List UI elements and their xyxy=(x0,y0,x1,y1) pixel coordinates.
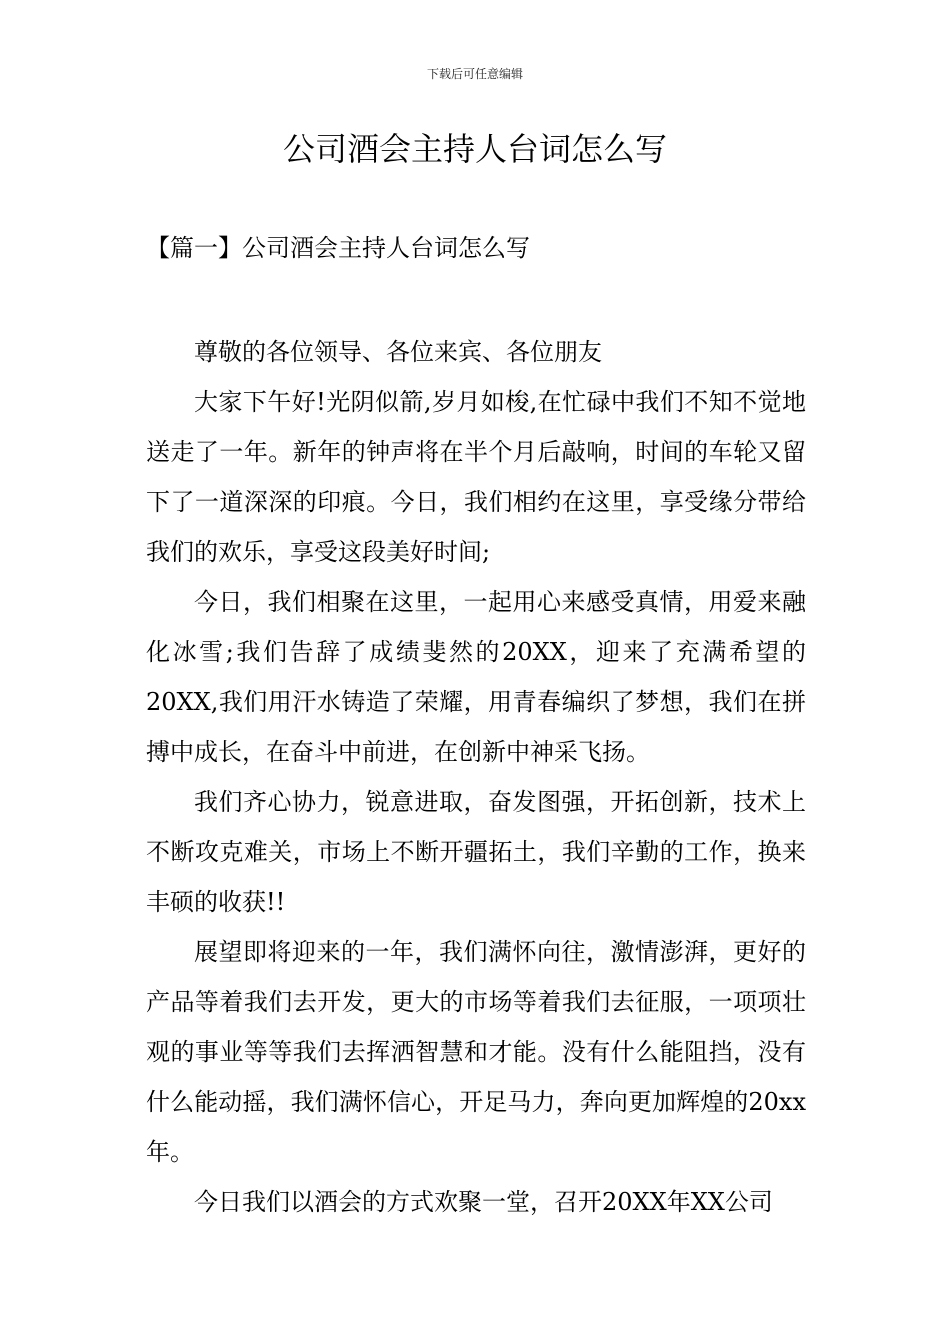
section-heading: 【篇一】公司酒会主持人台词怎么写 xyxy=(146,234,530,262)
paragraph: 我们齐心协力，锐意进取，奋发图强，开拓创新，技术上不断攻克难关，市场上不断开疆拓土，我们辛勤的工作，换来丰硕的收获!! xyxy=(146,788,806,916)
paragraph: 大家下午好!光阴似箭,岁月如梭,在忙碌中我们不知不觉地送走了一年。新年的钟声将在半个月后敲响，时间的车轮又留下了一道深深的印痕。今日，我们相约在这里，享受缘分带给我们的欢乐，享受这段美好时间; xyxy=(146,388,806,566)
header-note: 下载后可任意编辑 xyxy=(426,67,523,81)
paragraph-salutation: 尊敬的各位领导、各位来宾、各位朋友 xyxy=(194,338,602,366)
paragraph: 展望即将迎来的一年，我们满怀向往，激情澎湃，更好的产品等着我们去开发，更大的市场等着我们去征服，一项项壮观的事业等等我们去挥洒智慧和才能。没有什么能阻挡，没有什么能动摇，我们满怀信心，开足马力，奔向更加辉煌的20xx年。 xyxy=(146,938,806,1166)
paragraph: 今日，我们相聚在这里，一起用心来感受真情，用爱来融化冰雪;我们告辞了成绩斐然的20XX，迎来了充满希望的20XX,我们用汗水铸造了荣耀，用青春编织了梦想，我们在拼搏中成长，在奋斗中前进，在创新中神采飞扬。 xyxy=(146,588,806,766)
paragraph: 今日我们以酒会的方式欢聚一堂，召开20XX年XX公司 xyxy=(194,1188,773,1216)
document-title: 公司酒会主持人台词怎么写 xyxy=(282,130,667,168)
document-body xyxy=(146,327,806,1227)
